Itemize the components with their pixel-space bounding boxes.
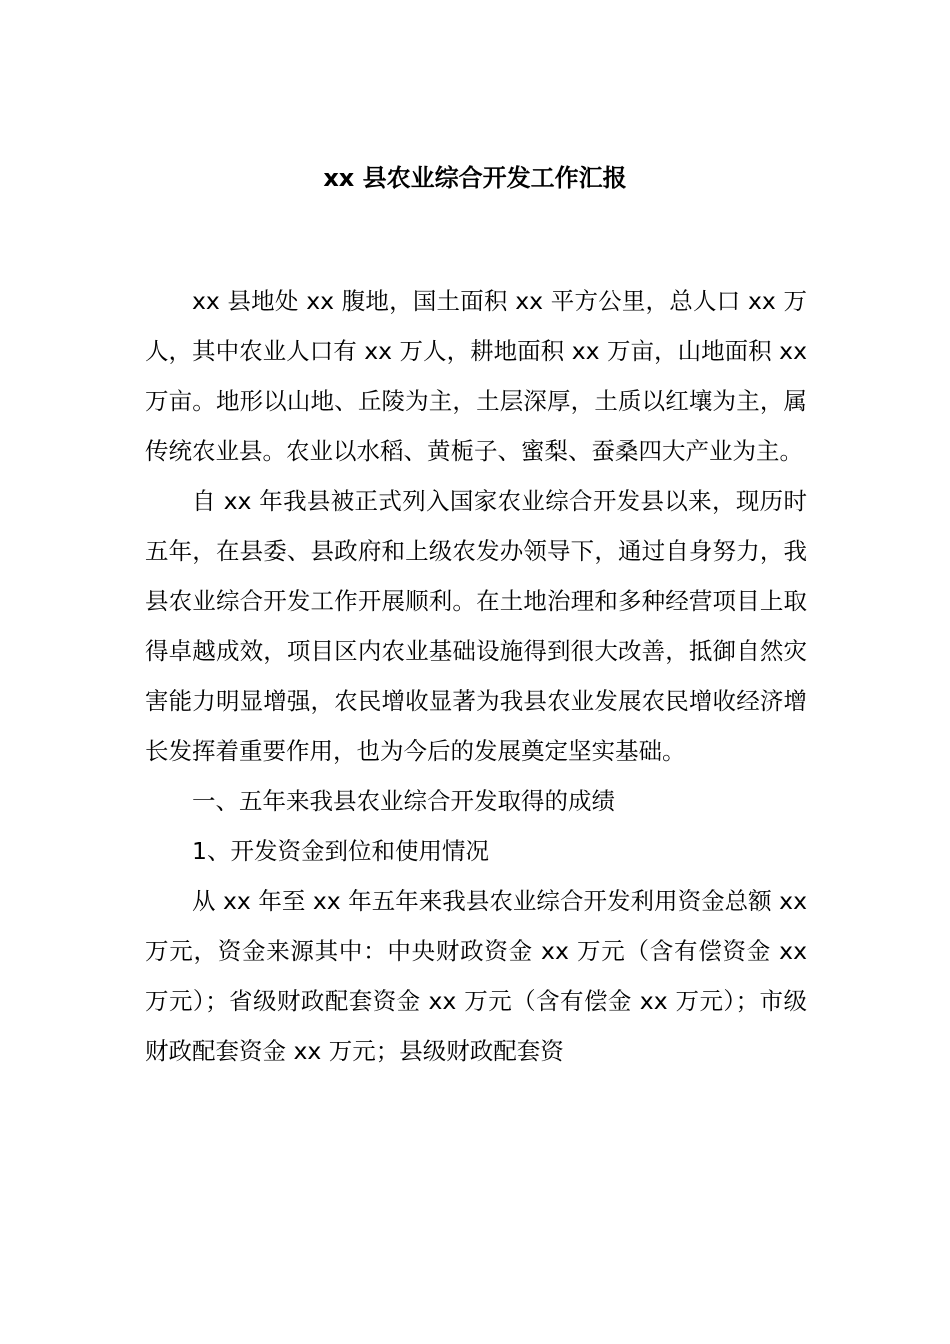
paragraph-overview: xx 县地处 xx 腹地，国土面积 xx 平方公里，总人口 xx 万人，其中农业人口有 xx 万人，耕地面积 xx 万亩，山地面积 xx 万亩。地形以山地、丘陵为主，土层深厚，土质以红壤为主，属传统农业县。农业以水稻、黄栀子、蜜梨、蚕桑四大产业为主。: [145, 287, 807, 465]
document-body: [145, 276, 807, 1076]
section-heading-1: 一、五年来我县农业综合开发取得的成绩: [192, 787, 615, 815]
document-title: xx 县农业综合开发工作汇报: [323, 164, 627, 192]
subsection-heading-1: 1、开发资金到位和使用情况: [192, 837, 489, 865]
paragraph-funding: 从 xx 年至 xx 年五年来我县农业综合开发利用资金总额 xx 万元，资金来源其中：中央财政资金 xx 万元（含有偿资金 xx 万元）；省级财政配套资金 xx 万元（含有偿金 xx 万元）；市级财政配套资金 xx 万元；县级财政配套资: [145, 887, 807, 1065]
paragraph-achievements-intro: 自 xx 年我县被正式列入国家农业综合开发县以来，现历时五年，在县委、县政府和上级农发办领导下，通过自身努力，我县农业综合开发工作开展顺利。在土地治理和多种经营项目上取得卓越成效，项目区内农业基础设施得到很大改善，抵御自然灾害能力明显增强，农民增收显著为我县农业发展农民增收经济增长发挥着重要作用，也为今后的发展奠定坚实基础。: [145, 487, 807, 765]
